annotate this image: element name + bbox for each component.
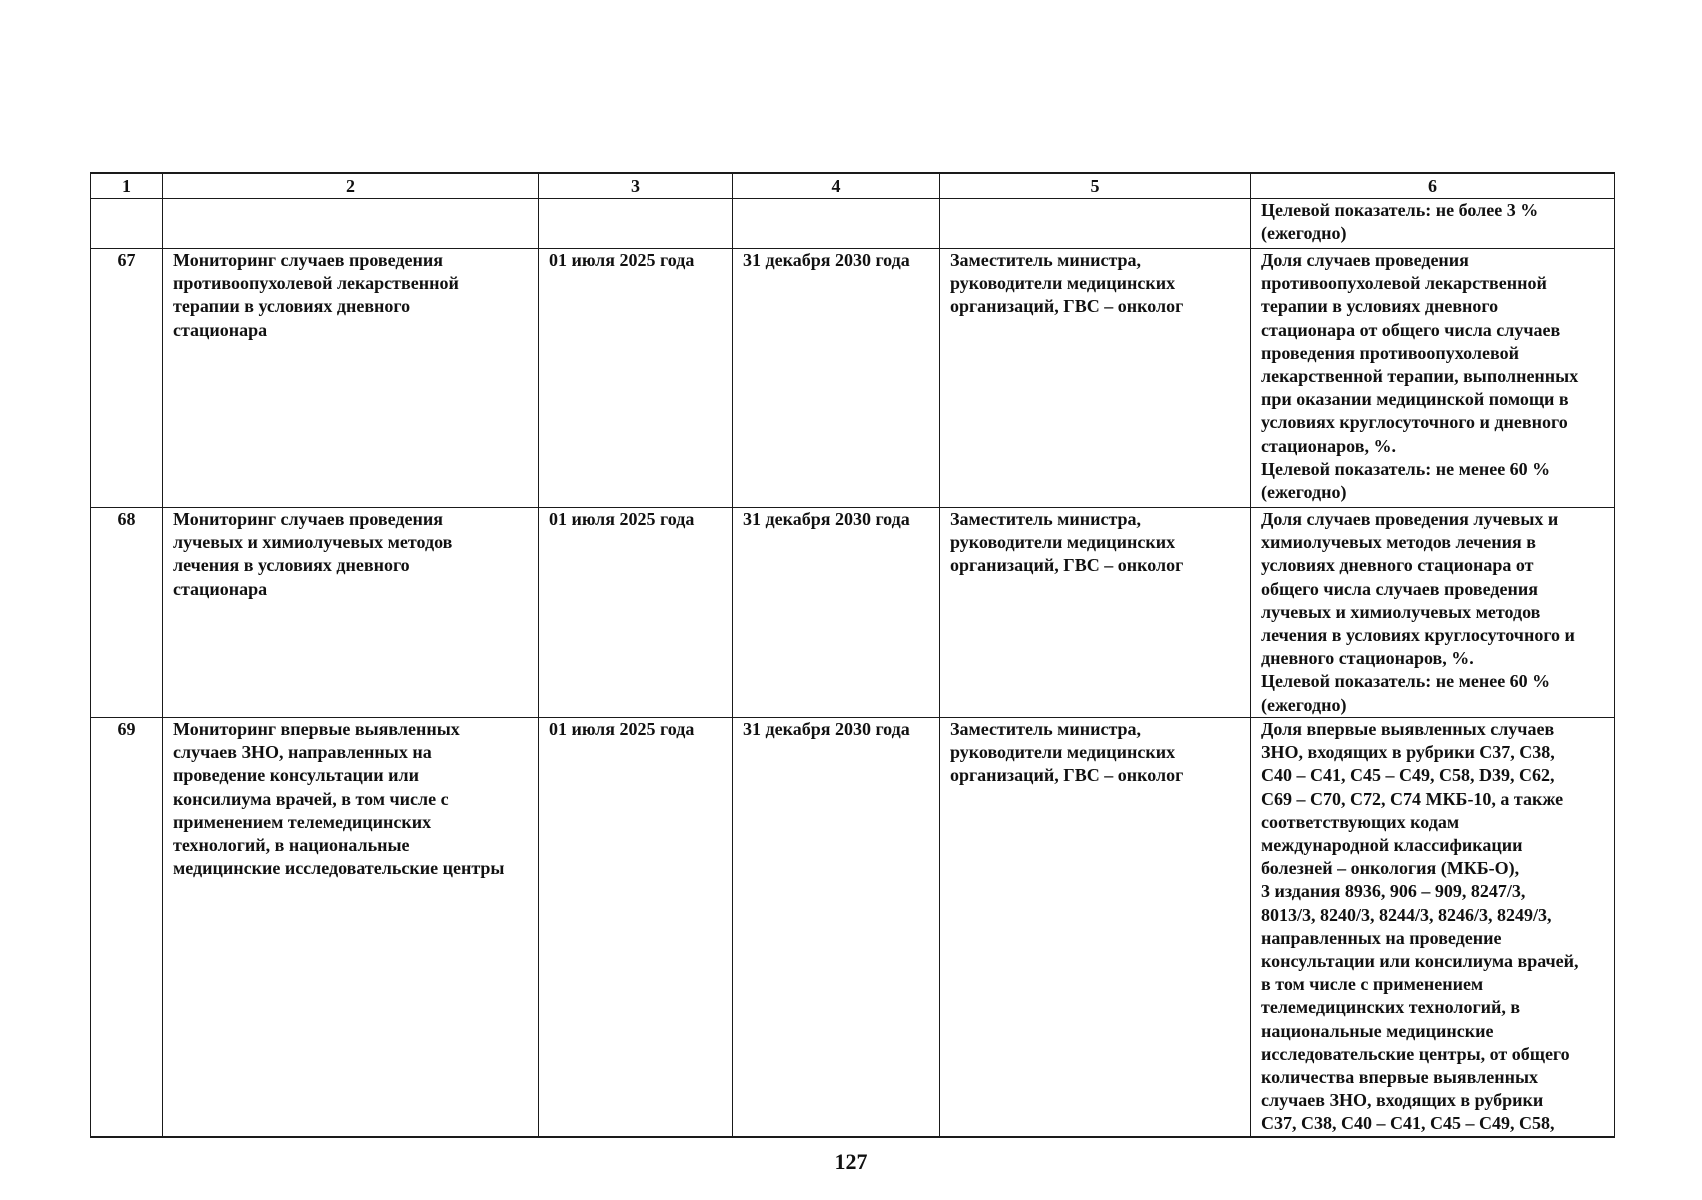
column-number-row [91, 173, 1615, 199]
indicator-cell: Доля впервые выявленных случаев ЗНО, входящих в рубрики С37, С38, С40 – С41, С45 – С49, С58, D39, С62, С69 – С70, С72, С74 МКБ-10, а также соответствующих кодам международной классификации болезней – онкология (МКБ-О), 3 издания 8936, 906 – 909, 8247/3, 8013/3, 8240/3, 8244/3, 8246/3, 8249/3, направленных на проведение консультации или консилиума врачей, в том числе с применением телемедицинских технологий, в национальные медицинские исследовательские центры, от общего количества впервые выявленных случаев ЗНО, входящих в рубрики С37, С38, С40 – С41, С45 – С49, С58, [1251, 718, 1615, 1138]
table-row [91, 249, 1615, 508]
row-number-cell: 69 [91, 718, 163, 1138]
start-date-cell: 01 июля 2025 года [539, 508, 733, 718]
end-date-cell: 31 декабря 2030 года [733, 249, 940, 508]
end-date-cell: 31 декабря 2030 года [733, 508, 940, 718]
column-number-5: 5 [940, 173, 1251, 199]
table-row [91, 718, 1615, 1138]
activity-cell [163, 199, 539, 249]
column-number-1: 1 [91, 173, 163, 199]
end-date-cell [733, 199, 940, 249]
responsible-cell [940, 199, 1251, 249]
row-number-cell: 67 [91, 249, 163, 508]
table-row-continuation [91, 199, 1615, 249]
responsible-cell: Заместитель министра, руководители медицинских организаций, ГВС – онколог [940, 508, 1251, 718]
column-number-2: 2 [163, 173, 539, 199]
indicator-cell: Доля случаев проведения лучевых и химиолучевых методов лечения в условиях дневного стационара от общего числа случаев проведения лучевых и химиолучевых методов лечения в условиях круглосуточного и дневного стационаров, %. Целевой показатель: не менее 60 % (ежегодно) [1251, 508, 1615, 718]
responsible-cell: Заместитель министра, руководители медицинских организаций, ГВС – онколог [940, 718, 1251, 1138]
start-date-cell: 01 июля 2025 года [539, 718, 733, 1138]
page-number: 127 [834, 1149, 868, 1174]
end-date-cell: 31 декабря 2030 года [733, 718, 940, 1138]
activity-cell: Мониторинг случаев проведения противоопухолевой лекарственной терапии в условиях дневного стационара [163, 249, 539, 508]
row-number-cell [91, 199, 163, 249]
column-number-6: 6 [1251, 173, 1615, 199]
activity-cell: Мониторинг впервые выявленных случаев ЗНО, направленных на проведение консультации или консилиума врачей, в том числе с применением телемедицинских технологий, в национальные медицинские исследовательские центры [163, 718, 539, 1138]
plan-table [90, 172, 1615, 1138]
activity-cell: Мониторинг случаев проведения лучевых и химиолучевых методов лечения в условиях дневного стационара [163, 508, 539, 718]
responsible-cell: Заместитель министра, руководители медицинских организаций, ГВС – онколог [940, 249, 1251, 508]
row-number-cell: 68 [91, 508, 163, 718]
start-date-cell [539, 199, 733, 249]
indicator-cell: Целевой показатель: не более 3 % (ежегодно) [1251, 199, 1615, 249]
indicator-cell: Доля случаев проведения противоопухолевой лекарственной терапии в условиях дневного стационара от общего числа случаев проведения противоопухолевой лекарственной терапии, выполненных при оказании медицинской помощи в условиях круглосуточного и дневного стационаров, %. Целевой показатель: не менее 60 % (ежегодно) [1251, 249, 1615, 508]
column-number-3: 3 [539, 173, 733, 199]
start-date-cell: 01 июля 2025 года [539, 249, 733, 508]
table-row [91, 508, 1615, 718]
column-number-4: 4 [733, 173, 940, 199]
